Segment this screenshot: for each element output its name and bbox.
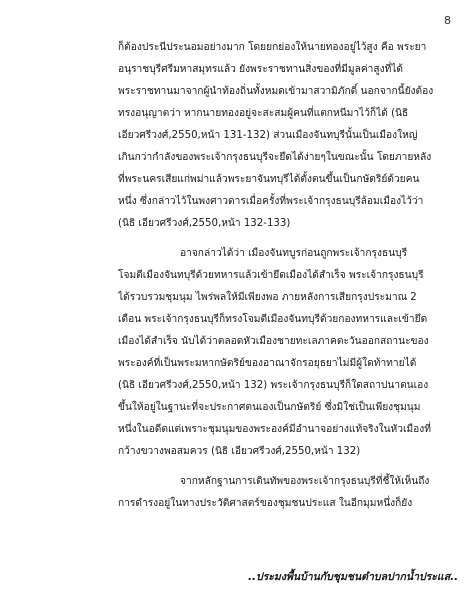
paragraph-1 — [118, 37, 454, 235]
text-line: โจมตีเมืองจันทบุรีด้วยทหารแล้วเข้ายึดเมืองได้สำเร็จ พระเจ้ากรุงธนบุรี — [118, 270, 424, 281]
text-line: จากหลักฐานการเดินทัพของพระเจ้ากรุงธนบุรีที่ชี้ให้เห็นถึง — [180, 476, 430, 487]
text-line: ก็ต้องประนีประนอมอย่างมาก โดยยกย่องให้นายทองอยู่ไว้สูง คือ พระยา — [118, 42, 427, 53]
text-line: ที่พระนครเสียแก่พม่าแล้วพระยาจันทบุรีได้ตั้งตนขึ้นเป็นกษัตริย์ด้วยคน — [118, 174, 420, 185]
text-line: การดำรงอยู่ในทางประวัติศาสตร์ของชุมชนประแส ในอีกมุมหนึ่งก็ยัง — [118, 498, 413, 509]
text-line: เดือน พระเจ้ากรุงธนบุรีก็ทรงโจมตีเมืองจันทบุรีด้วยกองทหารและเข้ายึด — [118, 314, 428, 325]
text-line: พระองค์ที่เป็นพระมหากษัตริย์ของอาณาจักรอยุธยาไม่มีผู้ใดท้าทายได้ — [118, 358, 417, 369]
paragraph-2 — [118, 243, 454, 463]
text-line: เมืองได้สำเร็จ นับได้ว่าตลอดหัวเมืองชายทะเลภาคตะวันออกสถานะของ — [118, 336, 429, 347]
text-line: หนึ่ง ซึ่งกล่าวไว้ในพงศาวดารเมื่อครั้งที่พระเจ้ากรุงธนบุรีล้อมเมืองไว้ว่า — [118, 196, 424, 207]
text-line: ขึ้นให้อยู่ในฐานะที่จะประกาศตนเองเป็นกษัตริย์ ซึ่งมิใช่เป็นเพียงชุมนุม — [118, 402, 421, 413]
text-line: (นิธิ เอียวศรีวงศ์,2550,หน้า 132) พระเจ้ากรุงธนบุรีก็ใดสถาปนาตนเอง — [118, 380, 429, 391]
text-line: อาจกล่าวได้ว่า เมืองจันทบูรก่อนถูกพระเจ้ากรุงธนบุรี — [180, 248, 408, 259]
text-line: กว้างขวางพอสมควร (นิธิ เอียวศรีวงศ์,2550,หน้า 132) — [118, 446, 361, 457]
text-line: อนุราชบุรีศรีมหาสมุทรแล้ว ยังพระราชทานสิ่งของที่มีมูลค่าสูงที่ได้ — [118, 64, 404, 75]
text-line: เอียวศรีวงศ์,2550,หน้า 131-132) ส่วนเมืองจันทบุรีนั้นเป็นเมืองใหญ่ — [118, 130, 418, 141]
running-footer: ..ประมงพื้นบ้านกับชุมชนตำบลปากน้ำประแส.. — [248, 571, 459, 583]
text-line: ได้รวบรวมชุมนุม ไพร่พลให้มีเพียงพอ ภายหลังการเสียกรุงประมาณ 2 — [118, 292, 417, 303]
page-number: 8 — [444, 14, 451, 27]
text-line: หนึ่งในอดีตแต่เพราะชุมนุมของพระองค์มีอำนาจอย่างแท้จริงในหัวเมืองที่ — [118, 424, 431, 435]
text-line: พระราชทานมาจากผู้นำท้องถิ่นทั้งหมดเข้ามาสวามิภักดิ์ นอกจากนี้ยังต้อง — [118, 86, 434, 97]
paragraph-gap — [118, 235, 454, 243]
text-line: (นิธิ เอียวศรีวงศ์,2550,หน้า 132-133) — [118, 218, 291, 229]
paragraph-gap — [118, 463, 454, 471]
paragraph-3 — [118, 471, 454, 515]
body-text — [118, 37, 454, 515]
text-line: ทรงอนุญาตว่า หากนายทองอยู่จะสะสมผู้คนที่แตกหนีมาไว้ก็ได้ (นิธิ — [118, 108, 409, 119]
text-line: เกินกว่ากำลังของพระเจ้ากรุงธนบุรีจะยึดได้ง่ายๆในขณะนั้น โดยภายหลัง — [118, 152, 432, 163]
